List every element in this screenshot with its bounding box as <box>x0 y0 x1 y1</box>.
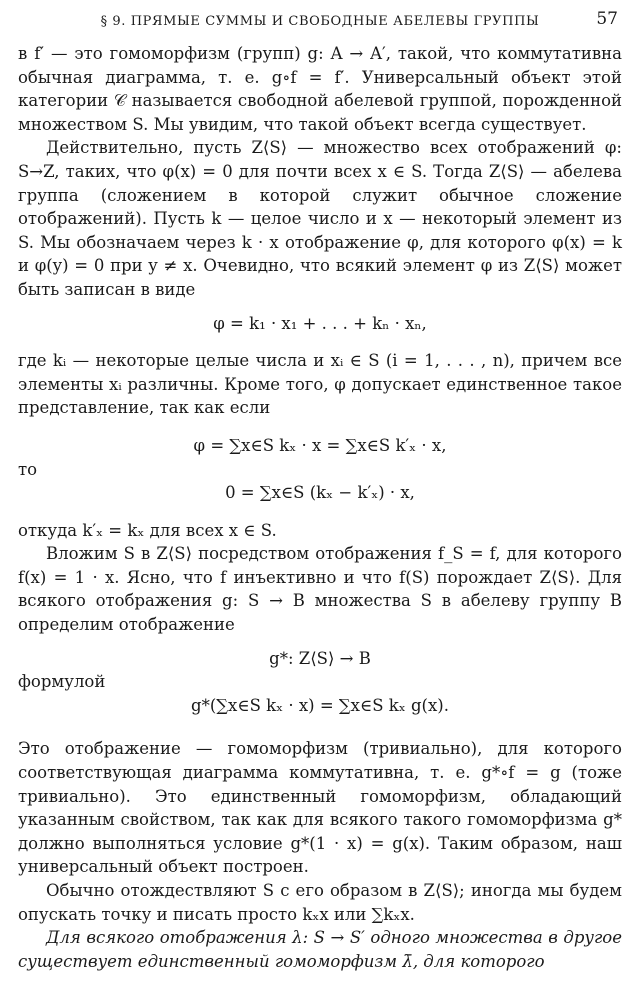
formula-zero-difference: 0 = ∑x∈S (kₓ − k′ₓ) · x, <box>225 483 415 503</box>
formula-g-star-map: g*: Z⟨S⟩ → B <box>269 648 371 668</box>
running-header <box>18 6 622 42</box>
paragraph-construction: Действительно, пусть Z⟨S⟩ — множество всех отображений φ: S→Z, таких, что φ(x) = 0 для почти всех x ∈ S. Тогда Z⟨S⟩ — абелева группа (сложением в которой служит обычное сложение отображений). Пусть k — целое число и x — некоторый элемент из S. Мы обозначаем через k · x отображение φ, для которого φ(x) = k и φ(y) = 0 при y ≠ x. Очевидно, что всякий элемент φ из Z⟨S⟩ может быть записан в виде <box>18 138 622 299</box>
paragraph-identification: Обычно отождествляют S с его образом в Z⟨S⟩; иногда мы будем опускать точку и писать просто kₓx или ∑kₓx. <box>18 881 622 924</box>
word-formula: формулой <box>18 672 106 692</box>
header-title: § 9. ПРЯМЫЕ СУММЫ И СВОБОДНЫЕ АБЕЛЕВЫ ГРУППЫ <box>100 14 540 29</box>
page-number: 57 <box>596 9 618 29</box>
paragraph-lambda-map: Для всякого отображения λ: S → S′ одного множества в другое существует единственный гомоморфизм λ̄, для которого <box>18 928 622 971</box>
formula-g-star-definition: g*(∑x∈S kₓ · x) = ∑x∈S kₓ g(x). <box>191 695 449 715</box>
paragraph-uniqueness: где kᵢ — некоторые целые числа и xᵢ ∈ S (i = 1, . . . , n), причем все элементы xᵢ различны. Кроме того, φ допускает единственное такое представление, так как если <box>18 351 622 418</box>
paragraph-conclusion-coefficients: откуда k′ₓ = kₓ для всех x ∈ S. <box>18 520 277 540</box>
formula-phi-sum: φ = k₁ · x₁ + . . . + kₙ · xₙ, <box>213 313 427 333</box>
paragraph-homomorphism: Это отображение — гомоморфизм (тривиально), для которого соответствующая диаграмма коммутативна, т. е. g*∘f = g (тоже тривиально). Это единственный гомоморфизм, обладающий указанным свойством, так как для всякого такого гомоморфизма g* должно выполняться условие g*(1 · x) = g(x). Таким образом, наш универсальный объект построен. <box>18 739 622 877</box>
word-then: то <box>18 459 38 479</box>
paragraph-free-abelian-definition: в f′ — это гомоморфизм (групп) g: A → A′, такой, что коммутативна обычная диаграмма, т. е. g∘f = f′. Универсальный объект этой категории 𝒞 называется свободной абелевой группой, порожденной множеством S. Мы увидим, что такой объект всегда существует. <box>18 44 622 134</box>
paragraph-embedding: Вложим S в Z⟨S⟩ посредством отображения f_S = f, для которого f(x) = 1 · x. Ясно, что f инъективно и что f(S) порождает Z⟨S⟩. Для всякого отображения g: S → B множества S в абелеву группу B определим отображение <box>18 544 622 635</box>
formula-two-representations: φ = ∑x∈S kₓ · x = ∑x∈S k′ₓ · x, <box>193 435 447 455</box>
